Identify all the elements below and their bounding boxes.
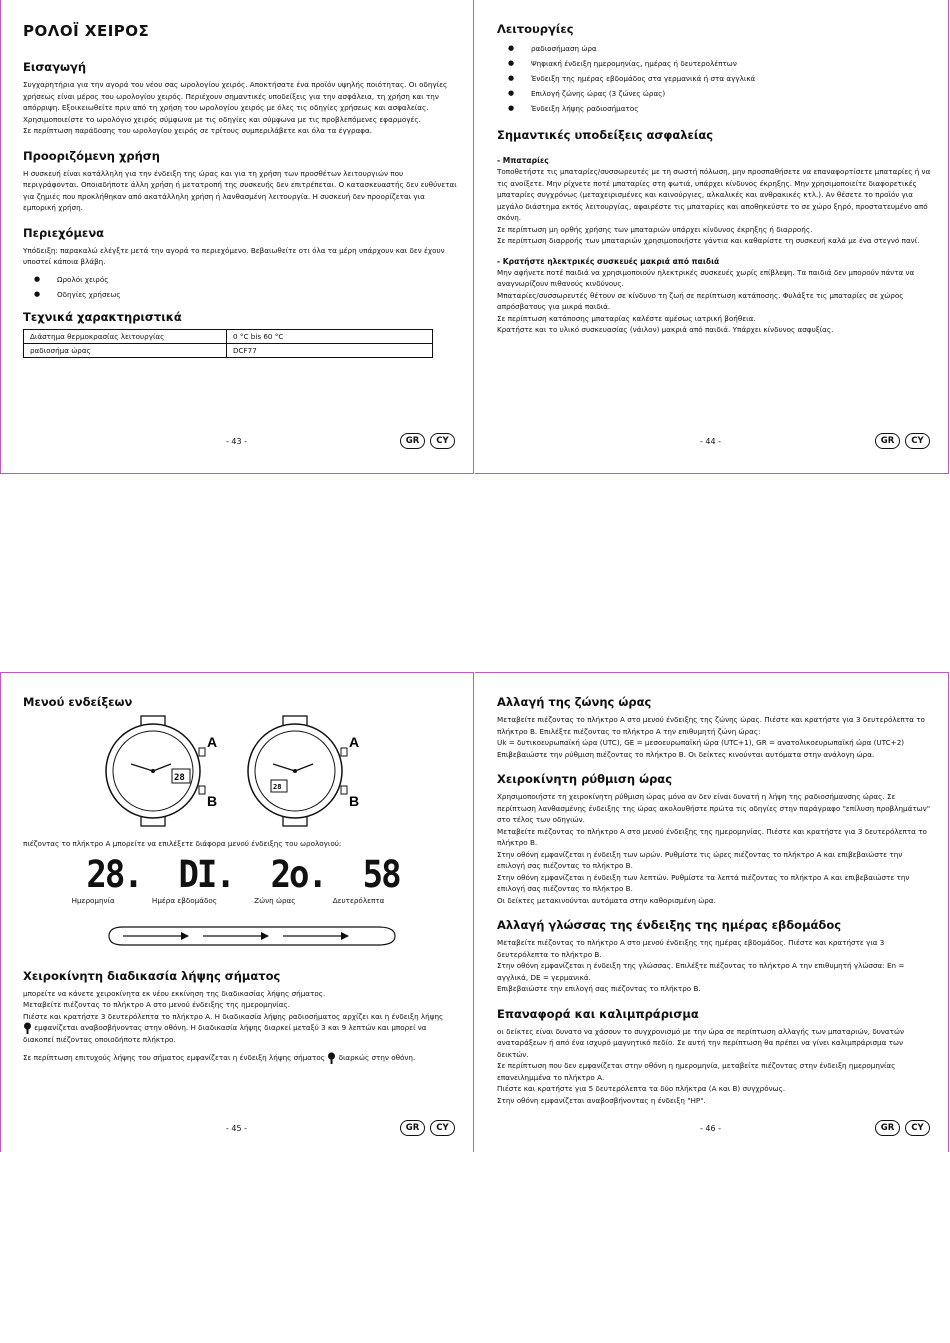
introduction-text-2: Σε περίπτωση παράδοσης του ωρολογίου χειρός σε τρίτους συμπεριλάβετε και όλα τα έγγραφα.	[23, 126, 373, 135]
timezone-text-2: Uk = δυτικοευρωπαϊκή ώρα (UTC), GE = μεσοευρωπαϊκή ώρα (UTC+1), GR = ανατολικοευρωπαϊκή ώρα (UTC+2)	[497, 738, 905, 747]
section-title-contents: Περιεχόμενα	[23, 225, 105, 240]
intended-use-text: Η συσκευή είναι κατάλληλη για την ένδειξη της ώρας και για τη χρήση των προσθέτων λειτουργιών που περιγράφονται. Οποιαδήποτε άλλη χρήση ή μετατροπή της συσκευής δεν επιτρέπεται. Ο κατασκευαστής δεν ευθύνεται για ζημιές που προκλήθηκαν από ακατάλληλη χρήση ή λανθασμένη λειτουργία. Η συσκευή δεν προορίζεται για εμπορική χρήση.	[23, 168, 457, 212]
manual-time-text-5: Οι δείκτες μετακινούνται αυτόματα στην καθορισμένη ώρα.	[497, 895, 716, 905]
manual-reception-line-5a: Σε περίπτωση επιτυχούς λήψης του σήματος εμφανίζεται η ένδειξη λήψης σήματος	[23, 1052, 325, 1062]
manual-reception-line-1: μπορείτε να κάνετε χειροκίνητα εκ νέου εκκίνηση της διαδικασίας λήψης σήματος.	[23, 988, 326, 998]
section-title-reset: Επαναφορά και καλιμπράρισμα	[497, 1006, 699, 1021]
reset-text-3: Πιέστε και κρατήστε για 5 δευτερόλεπτα τα δύο πλήκτρα (Α και Β) συγχρόνως.	[497, 1084, 786, 1093]
language-text-3: Επιβεβαιώστε την επιλογή σας πιέζοντας το πλήκτρο Β.	[497, 984, 701, 993]
country-badge-gr: GR	[400, 433, 425, 449]
watch-2-lcd: 28	[273, 783, 282, 791]
manual-time-text-3: Στην οθόνη εμφανίζεται η ένδειξη των ωρών. Ρυθμίστε τις ώρες πιέζοντας το πλήκτρο Α και επιβεβαιώστε την επιλογή σας πιέζοντας το πλήκτρο Β.	[497, 849, 903, 870]
section-title-safety: Σημαντικές υποδείξεις ασφαλείας	[497, 128, 714, 142]
technical-table	[23, 329, 433, 358]
manual-reception-line-5-wrap	[23, 1052, 457, 1064]
timezone-text: Μεταβείτε πιέζοντας το πλήκτρο Α στο μενού ένδειξης της ζώνης ώρας. Πιέστε και κρατήστε για 3 δευτερόλεπτα το πλήκτρο Β. Επιλέξτε πιέζοντας το πλήκτρο Α την επιθυμητή ζώνη ώρας:	[497, 715, 925, 736]
display-menu-caption: πιέζοντας το πλήκτρο Α μπορείτε να επιλέξετε διάφορα μενού ένδειξης του ωρολογιού:	[23, 839, 342, 848]
page-number: - 45 -	[226, 1124, 248, 1133]
page-45	[0, 672, 474, 1152]
page-number: - 43 -	[226, 437, 248, 446]
menu-cycle-arrow-diagram	[103, 919, 403, 953]
page-footer	[1, 1120, 473, 1140]
language-text-2: Στην οθόνη εμφανίζεται η ένδειξη της γλώσσας. Επιλέξτε πιέζοντας το πλήκτρο Α την επιθυμητή γλώσσα: En = αγγλικά, DE = γερμανικά.	[497, 961, 905, 982]
children-text-4: Κρατήστε και το υλικό συσκευασίας (νάιλον) μακριά από παιδιά. Υπάρχει κίνδυνος ασφυξίας.	[497, 325, 834, 334]
table-cell: 0 °C bis 60 °C	[227, 329, 433, 343]
country-badge-gr: GR	[400, 1120, 425, 1136]
table-cell: Διάστημα θερμοκρασίας λειτουργίας	[24, 329, 227, 343]
manual-time-text: Χρησιμοποιήστε τη χειροκίνητη ρύθμιση ώρας μόνο αν δεν είναι δυνατή η λήψη της ραδιοσήμανσης ώρας. Σε περίπτωση λανθασμένης ένδειξης της ώρας ακολουθήστε πρώτα τις οδηγίες στην παράγραφο "επίλυση προβλημάτων" στο τέλος των οδηγιών.	[497, 792, 931, 824]
manual-reception-line-2: Μεταβείτε πιέζοντας το πλήκτρο Α στο μενού ένδειξης της ημερομηνίας.	[23, 1000, 290, 1009]
lcd-date: 28.	[86, 852, 142, 897]
country-badge-gr: GR	[875, 1120, 900, 1136]
section-title-manual-reception: Χειροκίνητη διαδικασία λήψης σήματος	[23, 968, 281, 983]
watch-face-1	[106, 716, 205, 826]
list-item: ● Ψηφιακή ένδειξη ημερομηνίας, ημέρας ή δευτερολέπτων	[497, 56, 932, 71]
table-cell: DCF77	[227, 343, 433, 357]
country-badge-cy: CY	[905, 433, 930, 449]
lcd-label: Ημέρα εβδομάδος	[151, 895, 217, 905]
page-footer	[475, 1120, 948, 1140]
list-item: ● Ένδειξη της ημέρας εβδομάδος στα γερμανικά ή στα αγγλικά	[497, 71, 932, 86]
functions-list	[497, 41, 932, 116]
page-46	[475, 672, 949, 1152]
button-b-label: B	[349, 793, 360, 809]
watch-diagram	[103, 714, 463, 832]
section-title-functions: Λειτουργίες	[497, 22, 574, 36]
lcd-timezone: 2o.	[270, 852, 326, 897]
lcd-label: Ζώνη ώρας	[254, 895, 296, 905]
list-item: ● Ωρολόι χειρός	[23, 272, 457, 287]
watch-1-lcd: 28	[174, 773, 185, 783]
watch-face-2	[248, 716, 347, 826]
language-text: Μεταβείτε πιέζοντας το πλήκτρο Α στο μενού ένδειξης της ημέρας εβδομάδος. Πιέστε και κρατήστε για 3 δευτερόλεπτα το πλήκτρο Β.	[497, 938, 885, 959]
batteries-text-2: Σε περίπτωση μη ορθής χρήσης των μπαταριών υπάρχει κίνδυνος έκρηξης ή διαρροής.	[497, 224, 813, 234]
subsection-title-batteries: - Μπαταρίες	[497, 156, 549, 165]
list-item: ● Οδηγίες χρήσεως	[23, 287, 457, 302]
lcd-label: Δευτερόλεπτα	[332, 895, 385, 905]
reset-text: οι δείκτες είναι δυνατο να χάσουν το συγχρονισμό με την ώρα σε περίπτωση αλλαγής των μπαταριών, δυνατών αναταράξεων ή από ένα ισχυρό μαγνητικό πεδίο. Σε αυτή την περίπτωση θα πρέπει να γίνει καλιμπράρισμα των δεικτών.	[497, 1026, 905, 1059]
contents-list	[23, 272, 457, 302]
reset-text-4: Στην οθόνη εμφανίζεται αναβοσβήνοντας η ένδειξη "HP".	[497, 1095, 706, 1105]
section-title-language: Αλλαγή γλώσσας της ένδειξης της ημέρας εβδομάδος	[497, 918, 842, 932]
timezone-text-3: Επιβεβαιώστε την ρύθμιση πιέζοντας το πλήκτρο Β. Οι δείκτες κινούνται αυτόματα στην ανάλογη ώρα.	[497, 749, 875, 759]
lcd-label: Ημερομηνία	[71, 895, 115, 905]
manual-reception-line-3: Πιέστε και κρατήστε 3 δευτερόλεπτα το πλήκτρο Α. Η διαδικασία λήψης ραδιοσήματος αρχίζει και η ένδειξη λήψης	[23, 1011, 444, 1021]
section-title-intended-use: Προοριζόμενη χρήση	[23, 148, 160, 163]
children-text-3: Σε περίπτωση κατάποσης μπαταρίας καλέστε αμέσως ιατρική βοήθεια.	[497, 313, 756, 323]
section-title-manual-time: Χειροκίνητη ρύθμιση ώρας	[497, 772, 673, 786]
country-badge-cy: CY	[430, 433, 455, 449]
button-a-label: A	[207, 734, 218, 750]
children-text-2: Μπαταρίες/συσσωρευτές θέτουν σε κίνδυνο τη ζωή σε περίπτωση κατάποσης. Φυλάξτε τις μπαταρίες σε χώρος απρόσβατους για μικρά παιδιά.	[497, 290, 904, 311]
section-title-technical: Τεχνικά χαρακτηριστικά	[23, 309, 182, 324]
manual-reception-line-4: εμφανίζεται αναβοσβήνοντας στην οθόνη. Η διαδικασία λήψης διαρκεί μεταξύ 3 και 9 λεπτών και μπορεί να διακοπεί πιέζοντας οποιοδήποτε πλήκτρο.	[23, 1023, 427, 1044]
page-footer	[475, 433, 948, 453]
batteries-text: Τοποθετήστε τις μπαταρίες/συσσωρευτές με τη σωστή πόλωση, μην προσπαθήσετε να επαναφορτίσετε μπαταρίες ή να τις ανοίξετε. Μην ρίχνετε ποτέ μπαταρίες στη φωτιά, υπάρχει κίνδυνος έκρηξης. Μην χρησιμοποιείτε διαφορετικές μπαταρίες συγχρόνως (μεταχειρισμένες και καινούργιες, αλκαλικές και ανθρακικές κτλ.). Αν θέσετε το προϊόν για μεγάλο διάστημα εκτός λειτουργίας, αφαιρέστε τις μπαταρίες και αποθηκεύστε το σε χώρο ξηρό, προστατευμένο από σκόνη.	[497, 167, 931, 222]
button-b-label: B	[207, 793, 218, 809]
manual-time-text-4: Στην οθόνη εμφανίζεται η ένδειξη των λεπτών. Ρυθμίστε τα λεπτά πιέζοντας το πλήκτρο Α και επιβεβαιώστε την επιλογή σας πιέζοντας το πλήκτρο Β.	[497, 872, 910, 893]
manual-reception-line-4-wrap	[23, 1022, 457, 1046]
lcd-display-row	[68, 852, 418, 897]
radio-signal-icon	[23, 1022, 32, 1034]
country-badge-cy: CY	[905, 1120, 930, 1136]
section-title-display-menu: Μενού ενδείξεων	[23, 695, 133, 709]
list-item: ● Ένδειξη λήψης ραδιοσήματος	[497, 101, 932, 116]
children-text: Μην αφήνετε ποτέ παιδιά να χρησιμοποιούν ηλεκτρικές συσκευές χωρίς επίβλεψη. Τα παιδιά δεν μπορούν πάντα να αναγνωρίζουν πιθανούς κινδύνους.	[497, 267, 915, 288]
country-badge-gr: GR	[875, 433, 900, 449]
manual-reception-line-5b: διαρκώς στην οθόνη.	[338, 1052, 416, 1062]
page-number: - 46 -	[700, 1124, 722, 1133]
section-title-timezone: Αλλαγή της ζώνης ώρας	[497, 695, 652, 709]
subsection-title-children: - Κρατήστε ηλεκτρικές συσκευές μακριά από παιδιά	[497, 256, 720, 266]
batteries-text-3: Σε περίπτωση διαρροής των μπαταριών χρησιμοποιήστε γάντια και καθαρίστε τη συσκευή καλά με ένα στεγνό πανί.	[497, 236, 920, 245]
section-title-introduction: Εισαγωγή	[23, 60, 87, 74]
watch-illustrations	[23, 714, 457, 834]
page-number: - 44 -	[700, 437, 722, 446]
list-item: ● ραδιοσήμαση ώρα	[497, 41, 932, 56]
page-footer	[1, 433, 473, 453]
table-row	[24, 329, 433, 343]
reset-text-2: Σε περίπτωση που δεν εμφανίζεται στην οθόνη η ημερομηνία, μεταβείτε πιέζοντας στην ένδειξη ημερομηνίας επανειλημμένα το πλήκτρο Α.	[497, 1061, 896, 1082]
radio-signal-icon	[327, 1052, 336, 1064]
page-44	[475, 0, 949, 474]
page-43	[0, 0, 474, 474]
country-badge-cy: CY	[430, 1120, 455, 1136]
contents-text: Υπόδειξη: παρακαλώ ελέγξτε μετά την αγορά το περιεχόμενο. Βεβαιωθείτε οτι όλα τα μέρη υπάρχουν και δεν έχουν υποστεί κάποια βλάβη.	[23, 245, 445, 266]
lcd-seconds: 58	[362, 852, 400, 897]
introduction-text: Συγχαρητήρια για την αγορά του νέου σας ωρολογίου χειρός. Αποκτήσατε ένα προϊόν υψηλής ποιότητας. Οι οδηγίες χρήσεως είναι μέρος του ωρολογίου χειρός. Περιέχουν σημαντικές υποδείξεις για την ασφάλεια, τη χρήση και την απόρριψη. Εξοικειωθείτε πριν από τη χρήση του ωρολογίου χειρός με όλες τις οδηγίες χρήσεως και ασφαλείας. Χρησιμοποιείστε το ωρολόγιο χειρός σύμφωνα με τις οδηγίες και σύμφωνα με τις προβλεπόμενες εφαρμογές.	[23, 80, 448, 124]
table-cell: ραδιοσήμα ώρας	[24, 343, 227, 357]
manual-time-text-2: Μεταβείτε πιέζοντας το πλήκτρο Α στο μενού ένδειξης της ημερομηνίας. Πιέστε και κρατήστε για 3 δευτερόλεπτα το πλήκτρο Β.	[497, 826, 927, 847]
list-item: ● Επιλογή ζώνης ώρας (3 ζώνες ώρας)	[497, 86, 932, 101]
lcd-weekday: DI.	[178, 852, 234, 897]
document-title: ΡΟΛΟΪ ΧΕΙΡΟΣ	[23, 22, 150, 40]
button-a-label: A	[349, 734, 360, 750]
table-row	[24, 343, 433, 357]
